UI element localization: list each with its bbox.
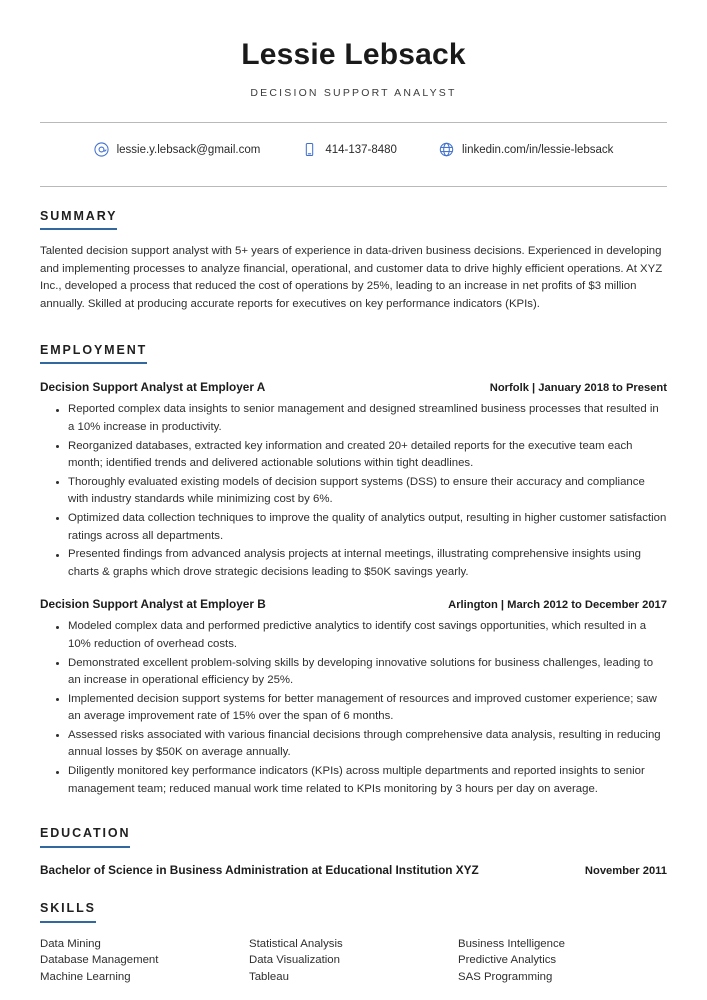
summary-paragraph: Talented decision support analyst with 5+ years of experience in data-driven business decisions. Experienced in developing and implementing processes to analyze financial, operational, and customer data to drive highly efficient operations. At XYZ Inc., developed a process that reduced the cost of operations by 25%, leading to an increase in net profits of $3 million annually. Skilled at producing accurate reports for executives on key performance indicators (KPIs). bbox=[40, 245, 663, 311]
list-item: Presented findings from advanced analysis projects at internal meetings, illustrating comprehensive insights using charts & graphs which drove strategic decisions leading to $50K savings yearly. bbox=[40, 546, 667, 581]
skill-item: Data Mining bbox=[40, 937, 101, 950]
list-item: Reorganized databases, extracted key information and created 20+ detailed reports for the executive team each month; identified trends and delivered actionable solutions within tight deadlines. bbox=[40, 438, 667, 473]
list-item: Optimized data collection techniques to improve the quality of analytics output, resulting in higher customer satisfaction ratings across all departments. bbox=[40, 510, 667, 545]
section-title-employment: EMPLOYMENT bbox=[40, 344, 147, 365]
contact-phone-text: 414-137-8480 bbox=[325, 143, 397, 156]
skills-grid bbox=[40, 936, 667, 986]
section-title-summary: SUMMARY bbox=[40, 210, 117, 231]
employment-entry-head bbox=[40, 597, 667, 611]
list-item: Modeled complex data and performed predictive analytics to identify cost savings opportunities, which resulted in a 10% reduction of overhead costs. bbox=[40, 618, 667, 653]
contact-row bbox=[40, 123, 667, 164]
employment-entry bbox=[40, 597, 667, 798]
skill-item: SAS Programming bbox=[458, 970, 553, 983]
header-divider-bottom bbox=[40, 186, 667, 187]
list-item: Demonstrated excellent problem-solving skills by developing innovative solutions for business challenges, leading to an increase in operational efficiency by 25%. bbox=[40, 655, 667, 690]
phone-icon bbox=[302, 142, 317, 157]
list-item: Reported complex data insights to senior management and designed streamlined business processes that resulted in a 10% increase in productivity. bbox=[40, 401, 667, 436]
skill-item: Data Visualization bbox=[249, 954, 340, 967]
contact-website-text: linkedin.com/in/lessie-lebsack bbox=[461, 143, 614, 156]
employment-role: Decision Support Analyst at Employer A bbox=[40, 380, 266, 395]
education-entry bbox=[40, 863, 667, 877]
list-item: Thoroughly evaluated existing models of decision support systems (DSS) to ensure their accuracy and compliance with industry standards while minimizing cost by 6%. bbox=[40, 474, 667, 509]
email-icon bbox=[94, 142, 109, 157]
contact-email-text: lessie.y.lebsack@gmail.com bbox=[116, 143, 261, 156]
section-summary bbox=[40, 207, 667, 314]
list-item: Implemented decision support systems for better management of resources and improved customer experience; saw an average improvement rate of 15% over the span of 6 months. bbox=[40, 691, 667, 726]
section-title-skills: SKILLS bbox=[40, 902, 96, 923]
employment-entry-head bbox=[40, 380, 667, 394]
section-employment bbox=[40, 341, 667, 799]
list-item: Assessed risks associated with various financial decisions through comprehensive data analysis, resulting in reducing annual losses by $50K on average annually. bbox=[40, 727, 667, 762]
section-title-education: EDUCATION bbox=[40, 827, 130, 848]
skill-item: Predictive Analytics bbox=[458, 954, 557, 967]
education-entry-head bbox=[40, 863, 667, 877]
globe-icon bbox=[439, 142, 454, 157]
education-meta: November 2011 bbox=[584, 865, 667, 877]
employment-role: Decision Support Analyst at Employer B bbox=[40, 597, 266, 612]
skill-item: Tableau bbox=[249, 970, 289, 983]
employment-bullets bbox=[40, 401, 667, 581]
employment-meta: Norfolk | January 2018 to Present bbox=[489, 382, 667, 395]
employment-meta: Arlington | March 2012 to December 2017 bbox=[448, 599, 667, 612]
skill-item: Machine Learning bbox=[40, 970, 131, 983]
contact-website[interactable] bbox=[439, 142, 613, 157]
employment-entry bbox=[40, 380, 667, 581]
section-skills bbox=[40, 899, 667, 985]
candidate-name: Lessie Lebsack bbox=[241, 38, 466, 71]
section-education bbox=[40, 824, 667, 877]
contact-phone[interactable] bbox=[302, 142, 397, 157]
contact-email[interactable] bbox=[94, 142, 261, 157]
resume-header bbox=[40, 0, 667, 99]
candidate-job-title: DECISION SUPPORT ANALYST bbox=[250, 86, 457, 99]
skill-item: Statistical Analysis bbox=[249, 937, 343, 950]
skill-item: Business Intelligence bbox=[458, 937, 566, 950]
skill-item: Database Management bbox=[40, 954, 159, 967]
list-item: Diligently monitored key performance indicators (KPIs) across multiple departments and reported insights to senior management team; reduced manual work time related to KPIs monitoring by 3 hours per day on average. bbox=[40, 763, 667, 798]
employment-bullets bbox=[40, 618, 667, 798]
education-degree: Bachelor of Science in Business Administration at Educational Institution XYZ bbox=[40, 863, 479, 877]
